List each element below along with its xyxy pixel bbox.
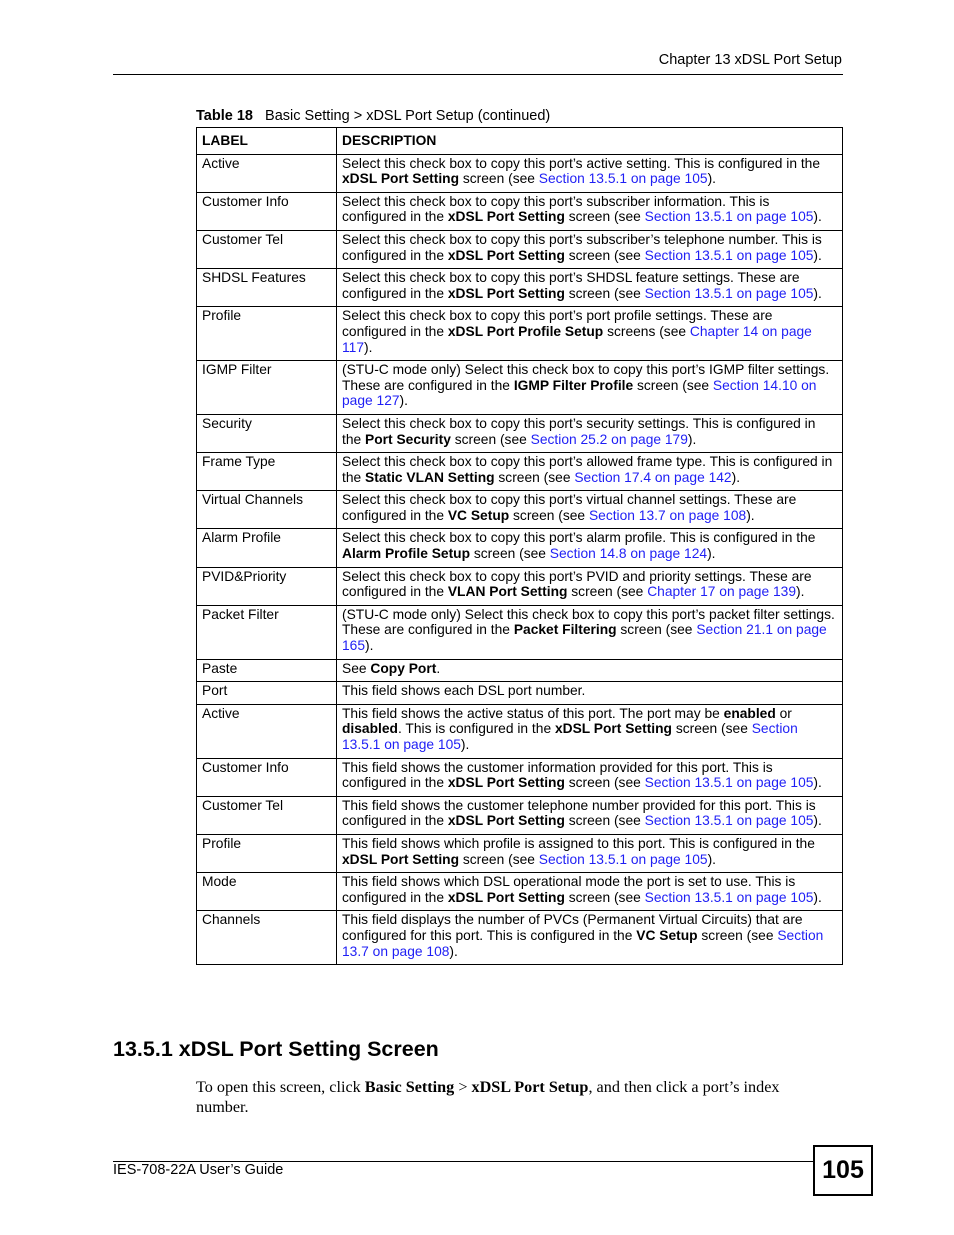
text-run: > [454,1078,472,1096]
text-run: ). [796,584,805,600]
text-run: screen (see [509,507,589,523]
text-run: screen (see [564,813,645,829]
row-description [337,361,843,415]
text-run: Select this check box to copy this port’s subscriber information. This is configured in the [342,193,770,225]
table-row [197,414,843,452]
table-row [197,192,843,230]
bold-term: disabled [342,721,398,737]
text-run: ). [813,209,822,225]
cross-reference-link[interactable]: Section 13.5.1 on page 105 [644,209,814,225]
cross-reference-link[interactable]: Chapter 17 on page 139 [647,584,797,600]
bold-term: enabled [723,705,776,721]
row-description [337,154,843,192]
bold-term: Port Security [365,431,451,447]
row-label: PVID&Priority [197,567,337,605]
cross-reference-link[interactable]: Section 13.5.1 on page 105 [644,813,814,829]
text-run: screen (see [459,851,539,867]
row-description [337,873,843,911]
cross-reference-link[interactable]: Section 13.5.1 on page 105 [538,171,708,187]
bold-term: IGMP Filter Profile [513,377,634,393]
cross-reference-link[interactable]: Section 13.5.1 on page 105 [644,285,814,301]
cross-reference-link[interactable]: Section 13.7 on page 108 [588,507,747,523]
row-label: Profile [197,307,337,361]
cross-reference-link[interactable]: Section 14.8 on page 124 [549,546,708,562]
table-row [197,361,843,415]
row-label: Packet Filter [197,605,337,659]
text-run: Select this check box to copy this port’s PVID and priority settings. These are configured in the [342,568,812,600]
table-row [197,758,843,796]
cross-reference-link[interactable]: Section 14.10 on page 127 [342,377,817,409]
row-label: SHDSL Features [197,269,337,307]
text-run: This field shows which profile is assigned to this port. This is configured in the [342,835,815,851]
row-description [337,529,843,567]
row-description [337,414,843,452]
row-label: Customer Tel [197,796,337,834]
text-run: ). [707,171,716,187]
table-row [197,230,843,268]
column-header-label: LABEL [197,128,337,155]
row-label: Profile [197,834,337,872]
section-intro [196,1077,836,1117]
text-run: screen (see [459,171,539,187]
text-run: (STU-C mode only) Select this check box to copy this port’s IGMP filter settings. These are configured in the [342,362,830,393]
bold-term: xDSL Port Setting [554,721,672,737]
row-description [337,230,843,268]
table-row [197,154,843,192]
bold-term: xDSL Port Setting [447,775,565,791]
text-run: screen (see [564,209,645,225]
bold-term: VLAN Port Setting [447,584,568,600]
text-run: ). [365,638,374,654]
description-table [196,127,843,965]
text-run: See [342,660,371,676]
row-description [337,758,843,796]
row-label: Alarm Profile [197,529,337,567]
bold-term: Basic Setting [364,1078,455,1096]
table-row [197,834,843,872]
header-rule [113,74,843,75]
row-description [337,911,843,965]
text-run: ). [460,737,470,752]
cross-reference-link[interactable]: Chapter 14 on page 117 [342,323,812,355]
text-run: This field shows each DSL port number. [342,683,586,699]
text-run: screen (see [470,546,550,562]
row-description [337,605,843,659]
text-run: screen (see [697,927,778,943]
row-description [337,682,843,705]
cross-reference-link[interactable]: Section 13.5.1 on page 105 [644,775,814,791]
text-run: This field shows which DSL operational mode the port is set to use. This is configured in the [342,874,796,905]
text-run: To open this screen, click [196,1078,365,1096]
text-run: (STU-C mode only) Select this check box to copy this port’s packet filter settings. These are configured in the [342,606,835,638]
bold-term: xDSL Port Setting [447,889,565,905]
row-description [337,269,843,307]
cross-reference-link[interactable]: Section 21.1 on page 165 [342,622,827,654]
table-row [197,796,843,834]
row-description [337,491,843,529]
row-description [337,704,843,758]
bold-term: VC Setup [636,927,698,943]
guide-title: IES-708-22A User’s Guide [113,1162,284,1178]
row-label: Frame Type [197,453,337,491]
text-run: This field displays the number of PVCs (Permanent Virtual Circuits) that are configured for this port. This is configured in the [342,912,803,943]
text-run: Select this check box to copy this port’s allowed frame type. This is configured in the [342,454,833,485]
row-label: Active [197,704,337,758]
bold-term: xDSL Port Setting [342,851,460,867]
row-label: Customer Info [197,758,337,796]
table-body [197,154,843,965]
text-run: This field shows the customer telephone number provided for this port. This is configured in the [342,797,816,829]
table-row [197,873,843,911]
table-row [197,911,843,965]
table-row [197,682,843,705]
text-run: screen (see [564,285,645,301]
text-run: or [775,705,792,721]
table-header-row [197,128,843,155]
row-label: Virtual Channels [197,491,337,529]
table-row [197,529,843,567]
row-label: Channels [197,911,337,965]
text-run: screen (see [564,247,645,263]
table-row [197,491,843,529]
cross-reference-link[interactable]: Section 13.5.1 on page 105 [342,721,798,752]
text-run: screen (see [450,431,531,447]
text-run: screen (see [671,721,752,737]
bold-term: Copy Port [370,660,437,676]
chapter-title: Chapter 13 xDSL Port Setup [658,52,842,68]
row-description [337,796,843,834]
row-description [337,453,843,491]
text-run: ). [813,889,822,905]
bold-term: VC Setup [447,507,510,523]
text-run: Select this check box to copy this port’s security settings. This is configured in the [342,415,816,447]
text-run: screen (see [633,377,713,393]
text-run: Select this check box to copy this port’s active setting. This is configured in the [342,155,821,171]
section-heading: 13.5.1 xDSL Port Setting Screen [113,1037,439,1061]
text-run: ). [746,507,755,523]
text-run: . This is configured in the [397,721,555,737]
text-run: ). [813,247,822,263]
row-description [337,659,843,682]
text-run: Select this check box to copy this port’s subscriber’s telephone number. This is configured in the [342,231,822,263]
text-run: screen (see [564,775,645,791]
bold-term: xDSL Port Setup [471,1078,589,1096]
cross-reference-link[interactable]: Section 13.5.1 on page 105 [644,247,814,263]
cross-reference-link[interactable]: Section 17.4 on page 142 [574,469,732,485]
text-run: Select this check box to copy this port’s port profile settings. These are configured in the [342,308,773,339]
text-run: screen (see [494,469,575,485]
text-run: ). [707,851,716,867]
row-label: Customer Tel [197,230,337,268]
text-run: Select this check box to copy this port’s virtual channel settings. These are configured in the [342,492,797,523]
bold-term: xDSL Port Profile Setup [447,323,604,339]
bold-term: Static VLAN Setting [365,469,495,485]
table-caption-text: Basic Setting > xDSL Port Setup (continued) [265,108,551,124]
row-label: Paste [197,659,337,682]
text-run: ). [813,775,822,791]
row-label: Customer Info [197,192,337,230]
bold-term: Packet Filtering [513,622,617,638]
table-caption [196,108,550,124]
row-description [337,834,843,872]
table-row [197,269,843,307]
row-label: Security [197,414,337,452]
column-header-description: DESCRIPTION [337,128,843,155]
cross-reference-link[interactable]: Section 25.2 on page 179 [530,431,688,447]
text-run: Select this check box to copy this port’s SHDSL feature settings. These are configured in the [342,270,800,301]
text-run: . [436,660,441,676]
text-run: ). [687,431,697,447]
text-run: screen (see [567,584,648,600]
table-row [197,453,843,491]
text-run: This field shows the customer information provided for this port. This is configured in the [342,759,773,791]
text-run: screen (see [564,889,645,905]
text-run: ). [707,546,716,562]
bold-term: xDSL Port Setting [447,285,565,301]
row-label: Active [197,154,337,192]
table-row [197,659,843,682]
text-run: ). [813,285,822,301]
row-description [337,567,843,605]
table-row [197,307,843,361]
table-row [197,605,843,659]
text-run: Select this check box to copy this port’s alarm profile. This is configured in the [342,530,816,546]
text-run: This field shows the active status of this port. The port may be [342,705,724,721]
row-description [337,307,843,361]
bold-term: Alarm Profile Setup [342,546,471,562]
text-run: screens (see [603,323,690,339]
row-label: Port [197,682,337,705]
text-run: screen (see [616,622,697,638]
bold-term: xDSL Port Setting [447,813,565,829]
bold-term: xDSL Port Setting [342,171,460,187]
table-row [197,704,843,758]
bold-term: xDSL Port Setting [447,247,565,263]
row-description [337,192,843,230]
cross-reference-link[interactable]: Section 13.7 on page 108 [342,927,824,959]
text-run: ). [449,943,458,959]
text-run: ). [399,393,408,409]
text-run: ). [364,339,373,355]
text-run: ). [731,469,741,485]
text-run: , and then click a port’s index number. [196,1078,780,1116]
cross-reference-link[interactable]: Section 13.5.1 on page 105 [538,851,708,867]
page-number: 105 [813,1145,873,1196]
text-run: ). [813,813,822,829]
bold-term: xDSL Port Setting [447,209,565,225]
row-label: IGMP Filter [197,361,337,415]
row-label: Mode [197,873,337,911]
table-caption-label: Table 18 [196,108,253,124]
table-row [197,567,843,605]
cross-reference-link[interactable]: Section 13.5.1 on page 105 [644,889,814,905]
